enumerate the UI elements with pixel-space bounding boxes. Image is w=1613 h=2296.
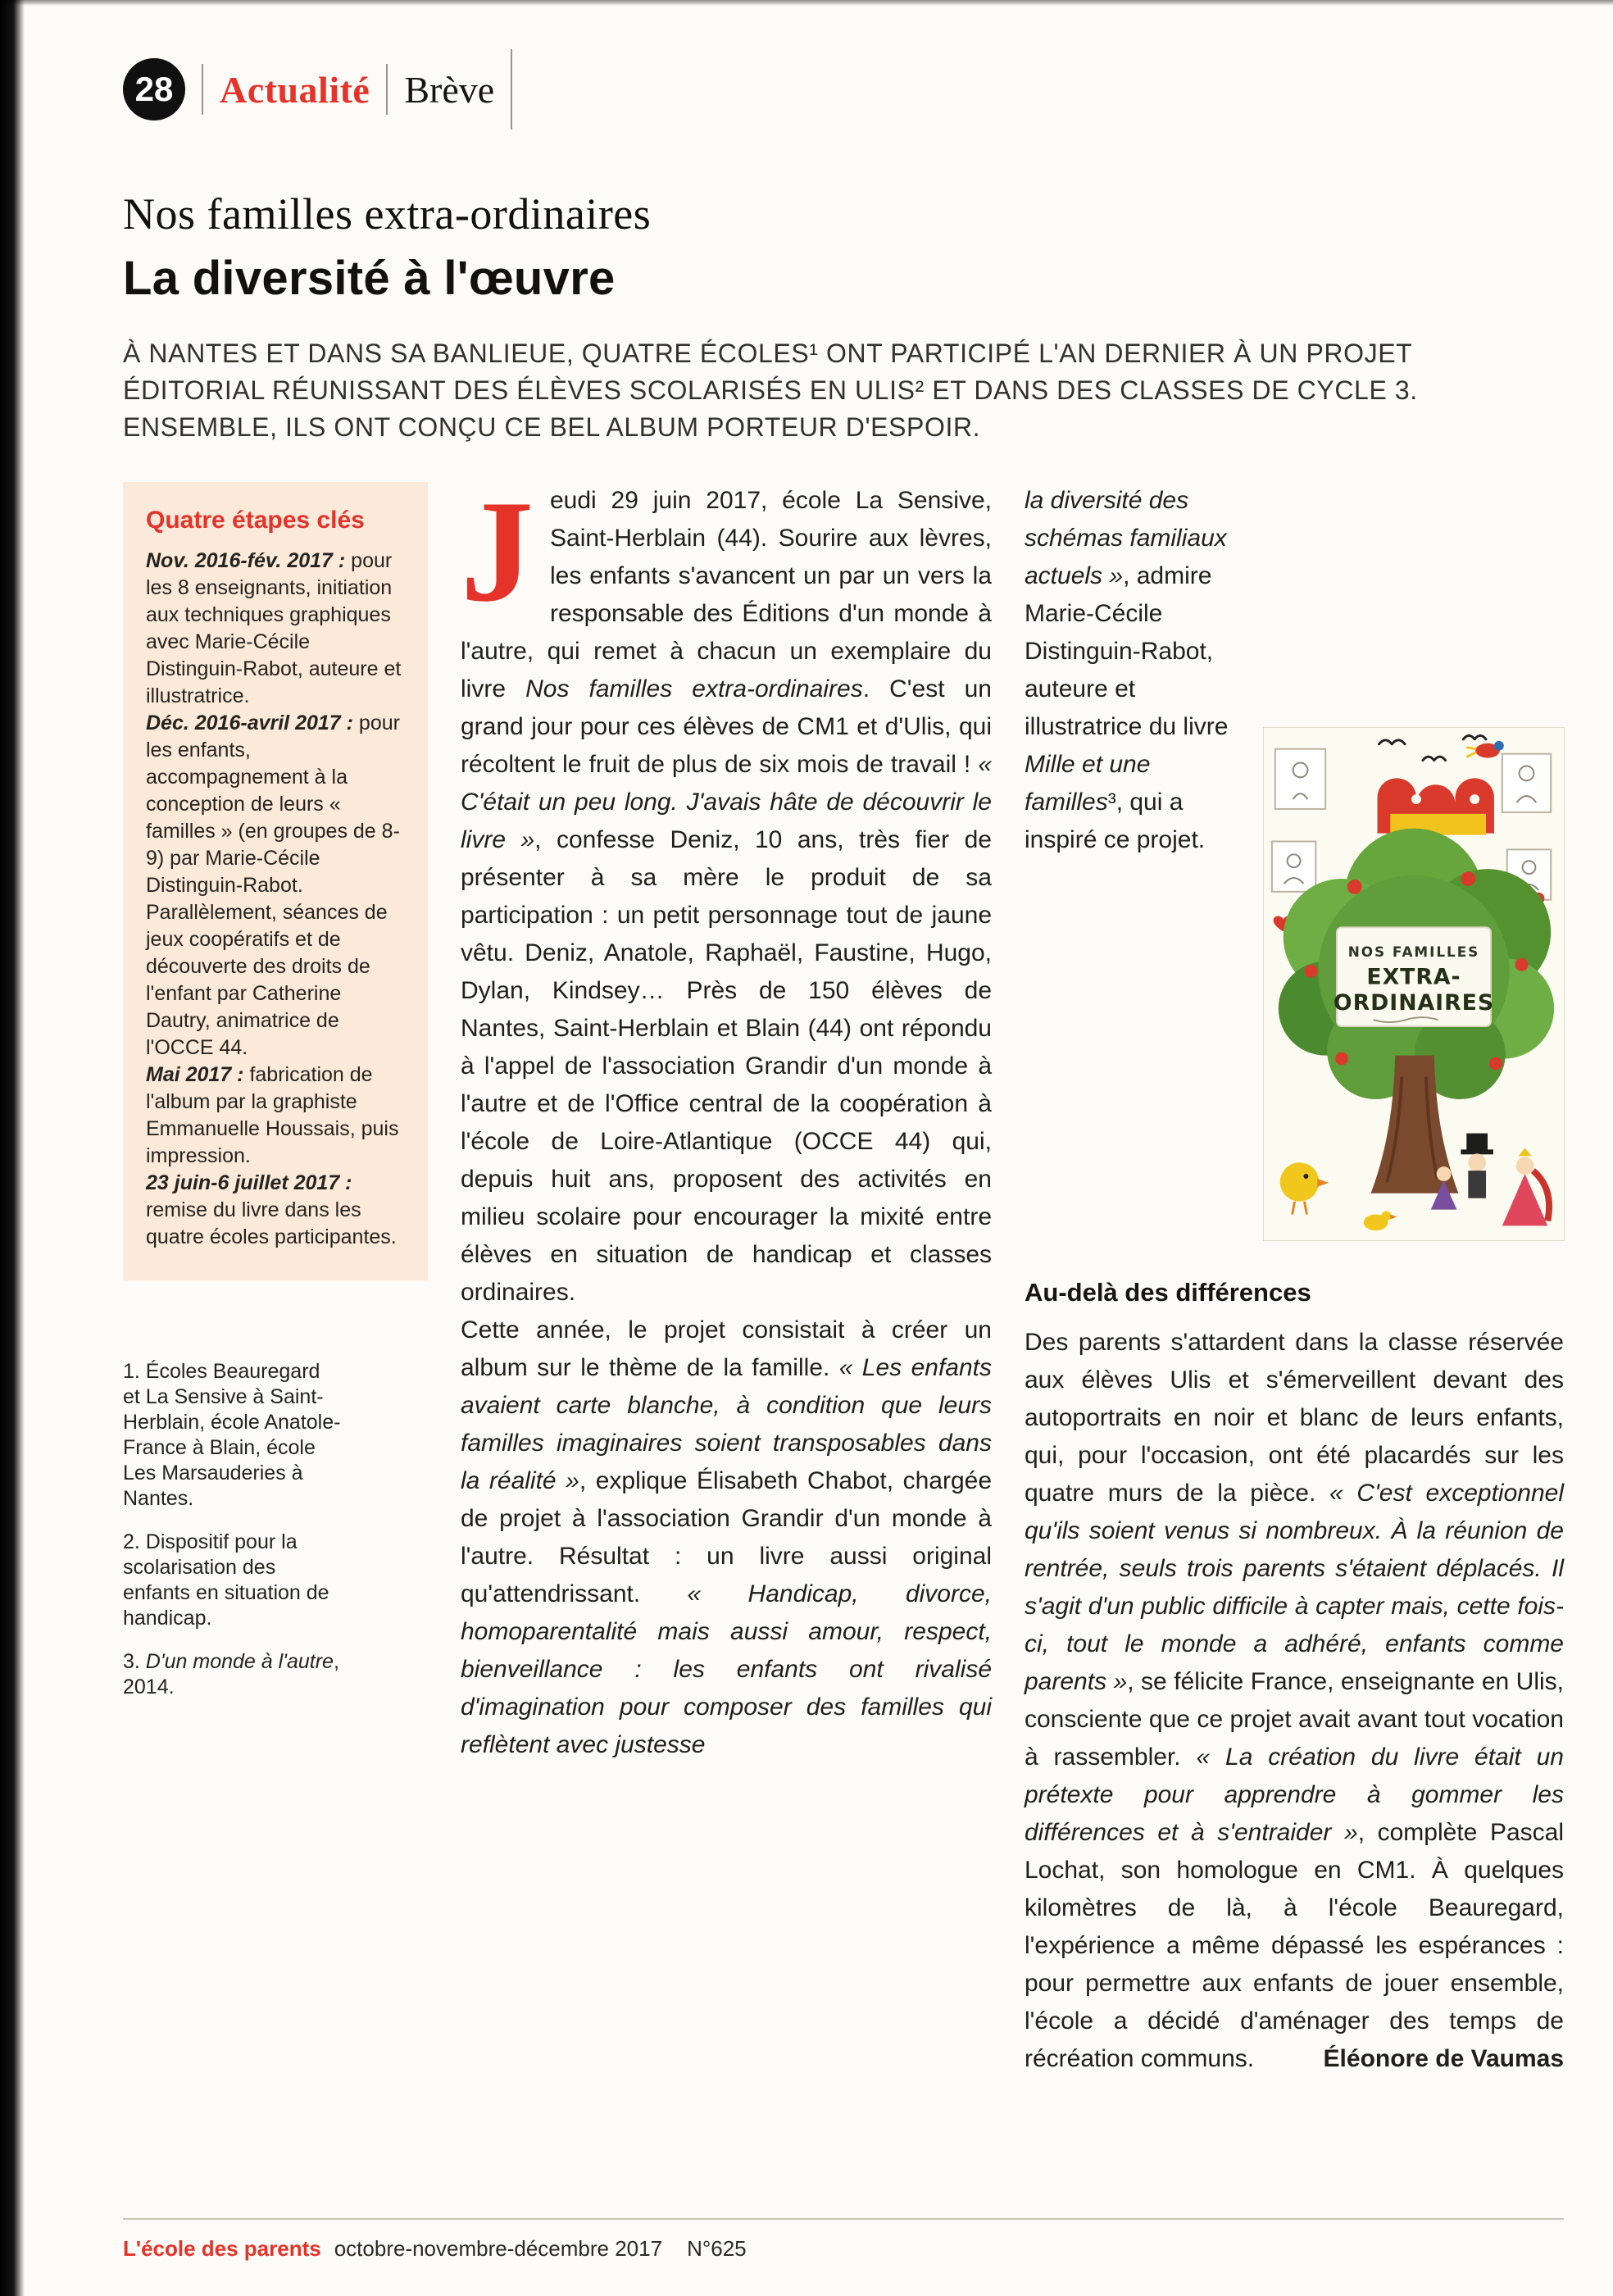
key-step-text: remise du livre dans les quatre écoles participantes. (146, 1198, 397, 1248)
key-step-4 (146, 1170, 405, 1251)
author-byline: Éléonore de Vaumas (1323, 2045, 1564, 2073)
footnotes (123, 1359, 341, 1700)
magazine-name: L'école des parents (123, 2236, 321, 2261)
scan-top-edge (0, 0, 1613, 6)
key-step-text: fabrication de l'album par la graphiste Emmanuelle Houssais, puis impression. (146, 1063, 399, 1167)
key-step-1 (146, 548, 405, 710)
text-run: , se félicite France, enseignante en Ulis, consciente que ce projet avait avant tout vocation à rassembler. (1025, 1668, 1564, 1771)
article-paragraph-2 (461, 1312, 992, 1764)
article-subhead: Au-delà des différences (1025, 1278, 1311, 1307)
text-run: Cette année, le projet consistait à créer un album sur le thème de la famille. (461, 1316, 992, 1381)
text-run: , 2014. (123, 1650, 339, 1698)
header-divider (386, 64, 388, 115)
page-header (123, 49, 1564, 130)
standfirst: À NANTES ET DANS SA BANLIEUE, QUATRE ÉCOLES¹ ONT PARTICIPÉ L'AN DERNIER À UN PROJET ÉDITORIAL RÉUNISSANT DES ÉLÈVES SCOLARISÉS EN ULIS² ET DANS DES CLASSES DE CYCLE 3. ENSEMBLE, ILS ONT CONÇU CE BEL ALBUM PORTEUR D'ESPOIR. (123, 339, 1418, 442)
article-paragraph-3 (1025, 1324, 1564, 2078)
text-run: , explique Élisabeth Chabot, chargée de projet à l'association Grandir d'un monde à l'autre. Résultat : un livre aussi original qu'attendrissant. (461, 1467, 993, 1607)
quote-italic: « C'était un peu long. J'avais hâte de découvrir le livre » (461, 751, 992, 853)
article-paragraph-continued (1025, 482, 1244, 859)
cover-title-line1: NOS FAMILLES (1347, 943, 1480, 960)
right-column-top (1025, 482, 1564, 1240)
middle-column (461, 470, 993, 2078)
text-run: 3. (123, 1650, 146, 1673)
text-run: ³, qui a inspiré ce projet. (1025, 789, 1206, 853)
text-run: . C'est un grand jour pour ces élèves de CM1 et d'Ulis, qui récoltent le fruit de plus de six mois de travail ! (461, 675, 992, 778)
quote-italic: la diversité des schémas familiaux actuels » (1025, 487, 1227, 589)
text-run: , admire Marie-Cécile Distinguin-Rabot, auteure et illustratrice du livre (1025, 562, 1229, 740)
section-label: Actualité (220, 68, 370, 111)
header-divider (202, 64, 203, 115)
rubric-label: Brève (404, 68, 495, 111)
text-run: eudi 29 juin 2017, école La Sensive, Saint-Herblain (44). Sourire aux lèvres, les enfants s'avancent un par un vers la responsable des Éditions d'un monde à l'autre, qui remet à chacun un exemplaire du livre (461, 487, 992, 702)
article-paragraph-1 (461, 470, 992, 1312)
quote-italic: « Handicap, divorce, homoparentalité mais aussi amour, respect, bienveillance : les enfants ont rivalisé d'imagination pour composer des familles qui reflètent avec justesse (461, 1580, 992, 1758)
page-footer (123, 2218, 1564, 2262)
text-run: , complète Pascal Lochat, son homologue en CM1. À quelques kilomètres de là, à l'école Beauregard, l'expérience a même dépassé les espérances : pour permettre aux enfants de jouer ensemble, l'école a décidé d'aménager des temps de récréation communs. (1025, 1819, 1565, 2073)
scan-left-edge (0, 0, 25, 2296)
key-step-date: Nov. 2016-fév. 2017 : (146, 549, 346, 572)
key-step-date: 23 juin-6 juillet 2017 : (146, 1171, 352, 1194)
article-columns (123, 470, 1565, 2078)
dropcap: J (461, 470, 534, 632)
header-divider (511, 49, 512, 130)
key-step-date: Mai 2017 : (146, 1063, 244, 1086)
key-step-date: Déc. 2016-avril 2017 : (146, 712, 353, 734)
headline-block (123, 189, 1564, 446)
key-step-text: pour les 8 enseignants, initiation aux techniques graphiques avec Marie-Cécile Distinguin-Rabot, auteure et illustratrice. (146, 549, 402, 707)
footnote-3 (123, 1649, 341, 1700)
quote-italic: « C'est exceptionnel qu'ils soient venus si nombreux. À la réunion de rentrée, seuls trois parents s'étaient déplacés. Il s'agit d'un public difficile à capter mais, cette fois-ci, tout le monde a adhéré, enfants comme parents » (1025, 1480, 1564, 1696)
key-step-2 (146, 710, 405, 1062)
quote-italic: « Les enfants avaient carte blanche, à condition que leurs familles imaginaires soient transposables dans la réalité » (461, 1354, 992, 1494)
page-number-badge: 28 (123, 58, 185, 120)
key-step-text: pour les enfants, accompagnement à la conception de leurs « familles » (en groupes de 8-9) par Marie-Cécile Distinguin-Rabot. Parallèlement, séances de jeux coopératifs et de découverte des droits de l'enfant par Catherine Dautry, animatrice de l'OCCE 44. (146, 712, 400, 1059)
cover-title-line3: ORDINAIRES (1333, 990, 1495, 1016)
cover-title-label (1334, 927, 1494, 1026)
book-title-italic: Nos familles extra-ordinaires (525, 675, 863, 702)
right-column (1025, 482, 1564, 2078)
text-run: , confesse Deniz, 10 ans, très fier de présenter à sa mère le produit de sa participation : un petit personnage tout de jaune vêtu. Deniz, Anatole, Raphaël, Faustine, Hugo, Dylan, Kindsey… Près de 150 élèves de Nantes, Saint-Herblain et Blain (44) ont répondu à l'appel de l'association Grandir d'un monde à l'autre et de l'Office central de la coopération à l'école de Loire-Atlantique (OCCE 44) qui, depuis huit ans, proposent des activités en milieu scolaire pour encourager la mixité entre élèves en situation de handicap et classes ordinaires. (461, 826, 992, 1306)
book-cover-illustration (1264, 728, 1564, 1240)
article-kicker: Nos familles extra-ordinaires (123, 189, 652, 239)
left-column (123, 482, 428, 2078)
footnote-1: 1. Écoles Beauregard et La Sensive à Saint-Herblain, école Anatole-France à Blain, école Les Marsauderies à Nantes. (123, 1360, 341, 1510)
issue-number: N°625 (687, 2236, 747, 2261)
footnote-2: 2. Dispositif pour la scolarisation des enfants en situation de handicap. (123, 1530, 329, 1630)
text-run: Des parents s'attardent dans la classe réservée aux élèves Ulis et s'émerveillent devant des autoportraits en noir et blanc de leurs enfants, qui, pour l'occasion, ont été placardés sur les quatre murs de la pièce. (1025, 1329, 1564, 1507)
quote-italic: « La création du livre était un prétexte pour apprendre à gommer les différences et à s'entraider » (1025, 1744, 1564, 1847)
book-title-italic: Mille et une familles (1025, 751, 1151, 816)
issue-period: octobre-novembre-décembre 2017 (334, 2236, 663, 2261)
cover-title-line2: EXTRA- (1366, 964, 1461, 990)
key-step-3 (146, 1062, 405, 1170)
castle-drawing (1377, 778, 1493, 834)
key-steps-title: Quatre étapes clés (146, 507, 365, 534)
key-steps-box (123, 482, 428, 1280)
book-title-italic: D'un monde à l'autre (145, 1650, 334, 1673)
book-cover (1264, 728, 1564, 1240)
article-title: La diversité à l'œuvre (123, 252, 616, 305)
